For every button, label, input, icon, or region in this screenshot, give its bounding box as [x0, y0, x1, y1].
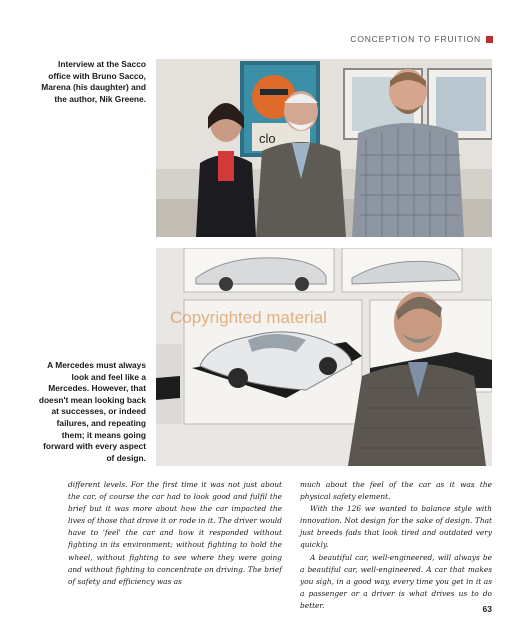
- body-paragraph: different levels. For the first time it was not just about the car, of course the car had to look good and fulfil the brief but it was more about how the car impacted the lives of those that drove it or rode in it. The driver would have to 'feel' the car and how it responded without fighting in its environment; without fighting to hold the wheel, without fighting to see where they were going and without fighting to concentrate on driving. The brief of safety and efficiency was as: [68, 480, 282, 586]
- watermark: Copyrighted material: [170, 308, 327, 327]
- page-number: 63: [482, 604, 492, 614]
- body-column-left: [68, 479, 282, 588]
- running-head-title: CONCEPTION TO FRUITION: [350, 34, 481, 44]
- photo-interview: [156, 59, 492, 237]
- photo-sketches-illustration: [156, 248, 492, 466]
- photo-interview-illustration: [156, 59, 492, 237]
- body-paragraph: A beautiful car, well-engineered, will always be a beautiful car, well-engineered. A car that makes you sigh, in a good way, every time you get in it as a passenger or a driver is what drives us to do better.: [300, 552, 492, 610]
- photo-design-sketches: [156, 248, 492, 466]
- caption-top: Interview at the Sacco office with Bruno Sacco, Marena (his daughter) and the author, Nik Greene.: [41, 59, 146, 104]
- caption-middle: A Mercedes must always look and feel like a Mercedes. However, that doesn't mean looking back at successes, or indeed failures, and repeating them; it means going forward with every aspect of design.: [38, 360, 146, 463]
- red-square-icon: [486, 36, 493, 43]
- poster-text: clo: [259, 131, 276, 146]
- running-head: [350, 34, 493, 44]
- body-paragraph: With the 126 we wanted to balance style with innovation. Not design for the sake of design. That just breeds fads that look tired and outdated very quickly.: [300, 504, 492, 550]
- body-paragraph: much about the feel of the car as it was the physical safety element.: [300, 480, 492, 502]
- body-column-right: [300, 479, 492, 612]
